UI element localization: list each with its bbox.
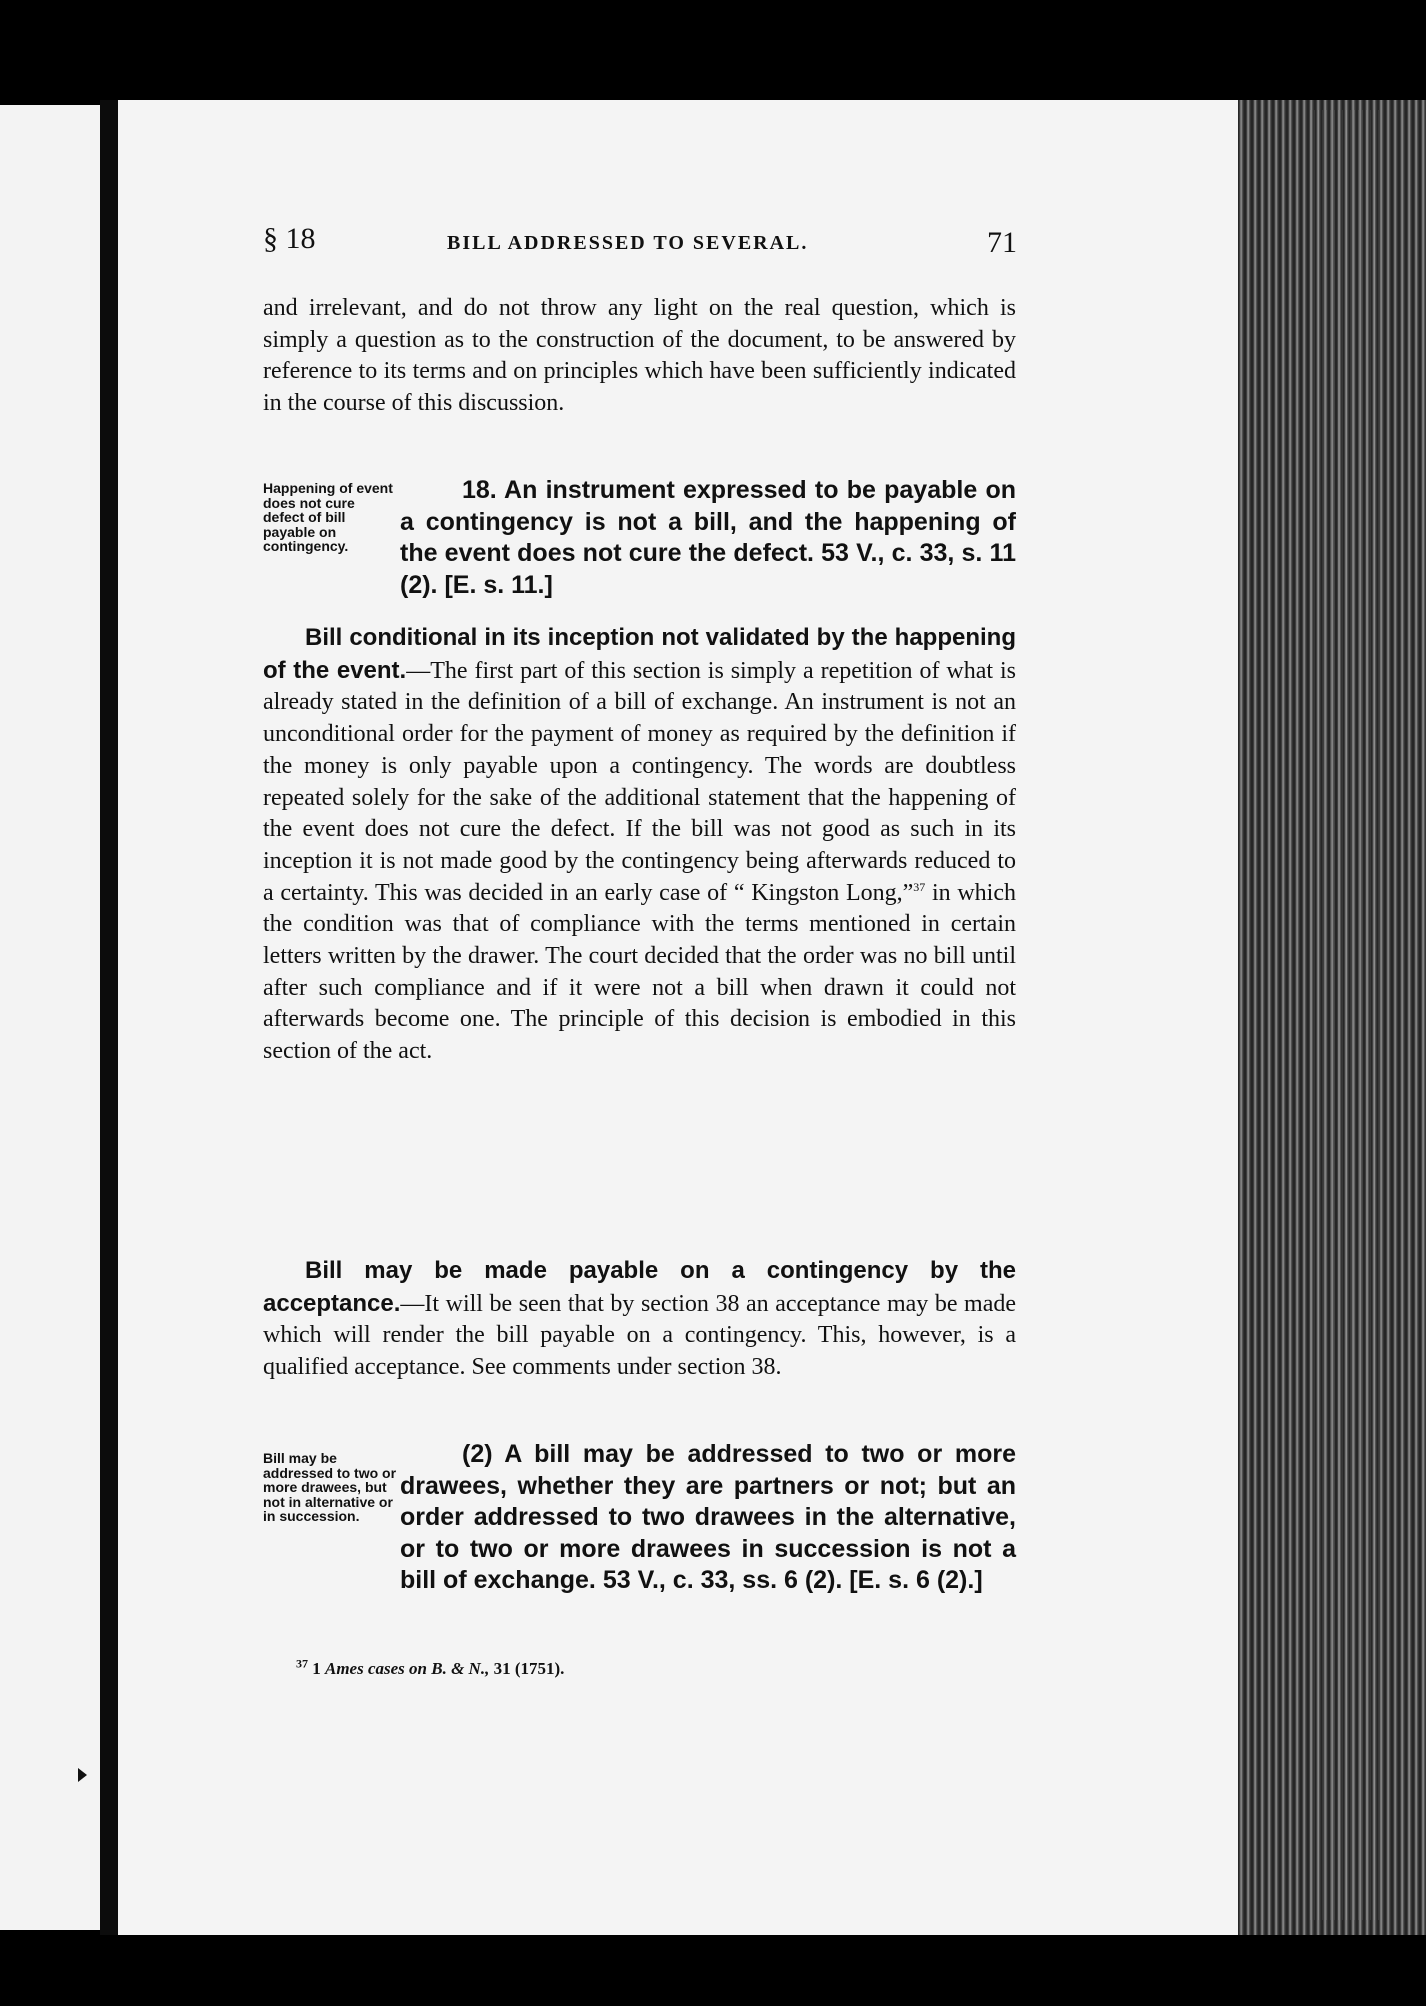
- statute-section-18-text: 18. An instrument expressed to be payable on a contingency is not a bill, and the happening of the event does not cure the defect. 53 V., c. 33, s. 11 (2). [E. s. 11.]: [400, 476, 1016, 599]
- footnote-ref: 37: [913, 879, 926, 894]
- footnote-page: 31 (1751).: [493, 1659, 565, 1678]
- footnote-volume: 1: [312, 1659, 321, 1678]
- comment-paragraph-2: [263, 1255, 1016, 1384]
- footnote-citation: Ames cases on B. & N.,: [325, 1659, 490, 1678]
- statute-section-18: [400, 475, 1016, 601]
- book-gutter: [100, 100, 118, 1935]
- statute-section-18-2: [400, 1439, 1016, 1597]
- comment-text-1b: in which the condition was that of compliance with the terms mentioned in certain letters written by the drawer. The court decided that the order was no bill until after such compliance and if it were not a bill when drawn it could not afterwards become one. The principle of this decision is embodied in this section of the act.: [263, 879, 1016, 1065]
- footnote: [296, 1656, 565, 1679]
- footnote-marker: 37: [296, 1656, 308, 1671]
- comment-text-1a: —The first part of this section is simply a repetition of what is already stated in the definition of a bill of exchange. An instrument is not an unconditional order for the payment of money as required by the definition if the money is only payable upon a contingency. The words are doubtless repeated solely for the sake of the additional statement that the happening of the event does not cure the defect. If the bill was not good as such in its inception it is not made good by the contingency being afterwards reduced to a certainty. This was decided in an early case of “ Kingston Long,”: [263, 657, 1017, 906]
- comment-text-2: —It will be seen that by section 38 an acceptance may be made which will render the bill payable on a contingency. This, however, is a qualified acceptance. See comments under section 38.: [263, 1290, 1016, 1381]
- running-head-title: BILL ADDRESSED TO SEVERAL.: [447, 232, 809, 254]
- comment-heading-2: Bill may be made payable on a contingency by the acceptance.: [263, 1257, 1016, 1317]
- statute-section-18-2-text: (2) A bill may be addressed to two or more drawees, whether they are partners or not; but an order addressed to two drawees in the alternative, or to two or more drawees in succession is not a bill of exchange. 53 V., c. 33, ss. 6 (2). [E. s. 6 (2).]: [400, 1440, 1016, 1594]
- page-edges-texture: [1310, 110, 1380, 1920]
- running-head-section: § 18: [263, 222, 316, 255]
- page-number: 71: [987, 226, 1017, 259]
- comment-heading-1: Bill conditional in its inception not validated by the happening of the event.: [263, 624, 1016, 684]
- comment-paragraph-1: [263, 622, 1016, 1068]
- left-page-edge: [0, 105, 100, 1930]
- intro-paragraph: and irrelevant, and do not throw any light on the real question, which is simply a question as to the construction of the document, to be answered by reference to its terms and on principles which have been sufficiently indicated in the course of this discussion.: [263, 295, 1016, 417]
- sidenote-happening-of-event: Happening of event does not cure defect of bill payable on contingency.: [263, 480, 393, 554]
- margin-marker-icon: [78, 1768, 87, 1782]
- sidenote-addressed-to-several: Bill may be addressed to two or more drawees, but not in alternative or in succession.: [263, 1450, 397, 1524]
